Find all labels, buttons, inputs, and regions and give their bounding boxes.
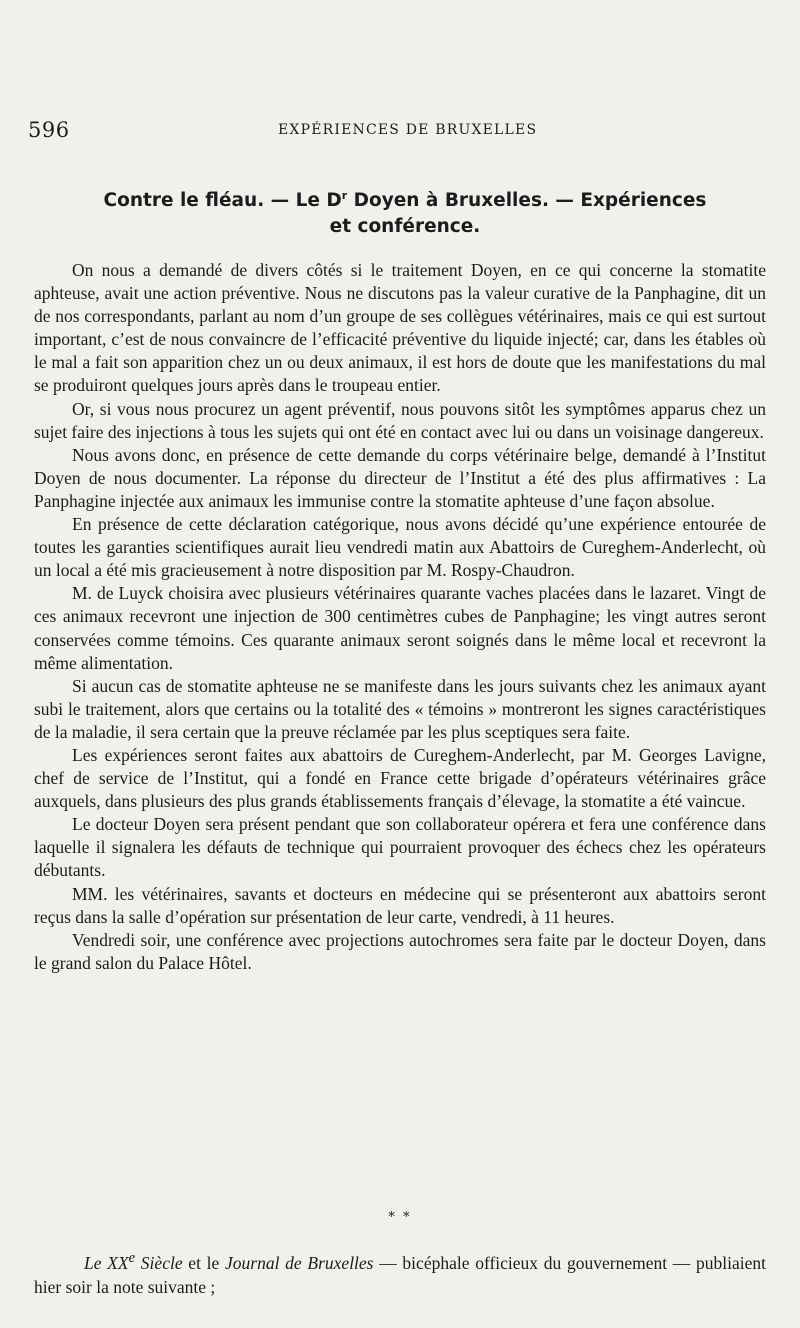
section-separator: * * xyxy=(388,1210,412,1225)
title-part-2: Doyen à Bruxelles. — Expériences xyxy=(347,190,707,212)
title-part-1: Contre le fléau. — Le D xyxy=(103,190,342,212)
newspaper-superscript: e xyxy=(128,1250,136,1266)
paragraph: M. de Luyck choisira avec plusieurs vétérinaires quarante vaches placées dans le lazaret. Vingt de ces animaux recevront une injection de 300 centimètres cubes de Panphagine; les vingt autres seront conservées comme témoins. Ces quarante animaux seront soignés dans le même local et recevront la même alimentation. xyxy=(34,583,766,673)
paragraph: En présence de cette déclaration catégorique, nous avons décidé qu’une expérience entourée de toutes les garanties scientifiques aurait lieu vendredi matin aux Abattoirs de Cureghem-Anderlecht, où un local a été mis gracieusement à notre disposition par M. Rospy-Chaudron. xyxy=(34,514,766,581)
paragraph: Les expériences seront faites aux abattoirs de Cureghem-Anderlecht, par M. Georges Lavigne, chef de service de l’Institut, qui a fondé en France cette brigade d’opérateurs vétérinaires grâce auxquels, dans plusieurs des plus grands établissements français d’élevage, la stomatite a été vaincue. xyxy=(34,744,766,812)
next-section-paragraph xyxy=(34,1246,766,1299)
paragraph: Vendredi soir, une conférence avec projections autochromes sera faite par le docteur Doyen, dans le grand salon du Palace Hôtel. xyxy=(34,929,766,973)
next-section-text xyxy=(34,1246,766,1299)
footer-remainder: — bicéphale officieux du gouvernement — publiaient hier soir la note suivante ; xyxy=(34,1252,767,1297)
article-title-line-1 xyxy=(40,183,770,214)
article-title-line-2: et conférence. xyxy=(329,216,481,238)
footer-connector: et le xyxy=(182,1252,226,1273)
title-superscript: r xyxy=(341,189,348,202)
paragraph: Le docteur Doyen sera présent pendant que son collaborateur opérera et fera une conférence dans laquelle il signalera les défauts de technique qui pourraient provoquer des échecs chez les opérateurs débutants. xyxy=(34,814,766,881)
page-header xyxy=(28,118,768,142)
paragraph: MM. les vétérinaires, savants et docteurs en médecine qui se présenteront aux abattoirs seront reçus dans la salle d’opération sur présentation de leur carte, vendredi, à 11 heures. xyxy=(34,883,766,927)
article-body xyxy=(34,259,766,975)
paragraph: Nous avons donc, en présence de cette demande du corps vétérinaire belge, demandé à l’Institut Doyen de nous documenter. La réponse du directeur de l’Institut a été des plus affirmatives : La Panphagine injectée aux animaux les immunise contre la stomatite aphteuse d’une façon absolue. xyxy=(34,444,766,511)
running-head: EXPÉRIENCES DE BRUXELLES xyxy=(278,122,538,138)
paragraph: Si aucun cas de stomatite aphteuse ne se manifeste dans les jours suivants chez les animaux ayant subi le traitement, alors que certains ou la totalité des « témoins » montreront les signes caractéristiques de la maladie, il sera certain que la preuve réclamée par les plus sceptiques sera faite. xyxy=(34,675,766,742)
article-title xyxy=(40,183,770,240)
page-number: 596 xyxy=(28,118,70,142)
paragraph: On nous a demandé de divers côtés si le traitement Doyen, en ce qui concerne la stomatite aphteuse, avait une action préventive. Nous ne discutons pas la valeur curative de la Panphagine, dit un de nos correspondants, parlant au nom d’un groupe de ses collègues vétérinaires, mais ce qui est surtout important, c’est de nous convaincre de l’efficacité préventive du liquide injecté; car, dans les étables où le mal a fait son apparition chez un ou deux animaux, il est hors de doute que les manifestations du mal se produiront quelques jours après dans le troupeau entier. xyxy=(34,260,766,396)
newspaper-name-1: Le XX xyxy=(84,1252,129,1273)
paragraph: Or, si vous nous procurez un agent préventif, nous pouvons sitôt les symptômes apparus chez un sujet faire des injections à tous les sujets qui ont été en contact avec lui ou dans un voisinage dangereux. xyxy=(34,398,766,442)
newspaper-name-2: Journal de Bruxelles xyxy=(225,1252,374,1273)
newspaper-name-1b: Siècle xyxy=(135,1252,183,1273)
